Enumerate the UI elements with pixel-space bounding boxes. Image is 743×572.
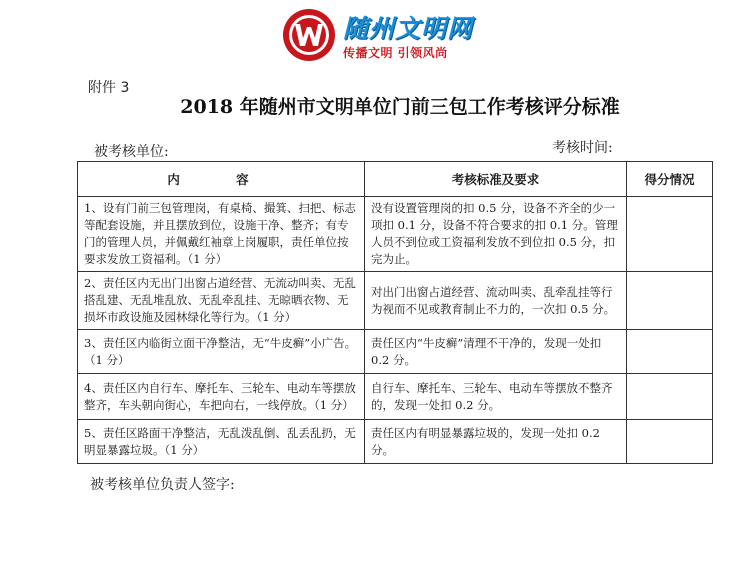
row-score[interactable] (627, 197, 713, 272)
row-criteria: 责任区内有明显暴露垃圾的，发现一处扣 0.2 分。 (365, 420, 627, 464)
site-logo-emblem-icon (281, 7, 337, 63)
header-criteria: 考核标准及要求 (365, 162, 627, 197)
row-content: 1、设有门前三包管理岗，有桌椅、撮箕、扫把、标志等配套设施，并且摆放到位，设施干净、整齐；有专门的管理人员，并佩戴红袖章上岗履职，责任单位按要求发放工资福利。（1 分） (78, 197, 365, 272)
site-logo[interactable] (281, 7, 474, 63)
site-logo-title: 随州文明网 (343, 14, 474, 43)
table-row (78, 272, 713, 330)
assessment-time-label: 考核时间: (552, 140, 613, 156)
row-content: 4、责任区内自行车、摩托车、三轮车、电动车等摆放整齐，车头朝向街心，车把向右，一线停放。（1 分） (78, 374, 365, 420)
table-row (78, 420, 713, 464)
assessed-unit-label: 被考核单位: (94, 144, 169, 160)
row-criteria: 对出门出窗占道经营、流动叫卖、乱牵乱挂等行为视而不见或教育制止不力的，一次扣 0.5 分。 (365, 272, 627, 330)
row-content: 5、责任区路面干净整洁，无乱泼乱倒、乱丢乱扔，无明显暴露垃圾。（1 分） (78, 420, 365, 464)
row-score[interactable] (627, 272, 713, 330)
row-score[interactable] (627, 420, 713, 464)
row-score[interactable] (627, 330, 713, 374)
table-header-row (78, 162, 713, 197)
attachment-number: 附件 3 (88, 80, 130, 96)
site-logo-slogan: 传播文明 引领风尚 (343, 46, 448, 60)
document-title: 2018 年随州市文明单位门前三包工作考核评分标准 (180, 96, 620, 118)
row-content: 3、责任区内临街立面干净整洁，无“牛皮癣”小广告。（1 分） (78, 330, 365, 374)
row-content: 2、责任区内无出门出窗占道经营、无流动叫卖、无乱搭乱建、无乱堆乱放、无乱牵乱挂、无晾晒衣物、无损坏市政设施及园林绿化等行为。（1 分） (78, 272, 365, 330)
row-criteria: 没有设置管理岗的扣 0.5 分，设备不齐全的少一项扣 0.1 分，设备不符合要求的扣 0.1 分。管理人员不到位或工资福利发放不到位扣 0.5 分，扣完为止。 (365, 197, 627, 272)
row-score[interactable] (627, 374, 713, 420)
signature-label: 被考核单位负责人签字: (90, 477, 235, 493)
row-criteria: 自行车、摩托车、三轮车、电动车等摆放不整齐的，发现一处扣 0.2 分。 (365, 374, 627, 420)
header-score: 得分情况 (627, 162, 713, 197)
table-row (78, 374, 713, 420)
table-row (78, 197, 713, 272)
scoring-table (77, 161, 713, 464)
table-row (78, 330, 713, 374)
row-criteria: 责任区内“牛皮癣”清理不干净的，发现一处扣 0.2 分。 (365, 330, 627, 374)
header-content: 内 容 (78, 162, 365, 197)
